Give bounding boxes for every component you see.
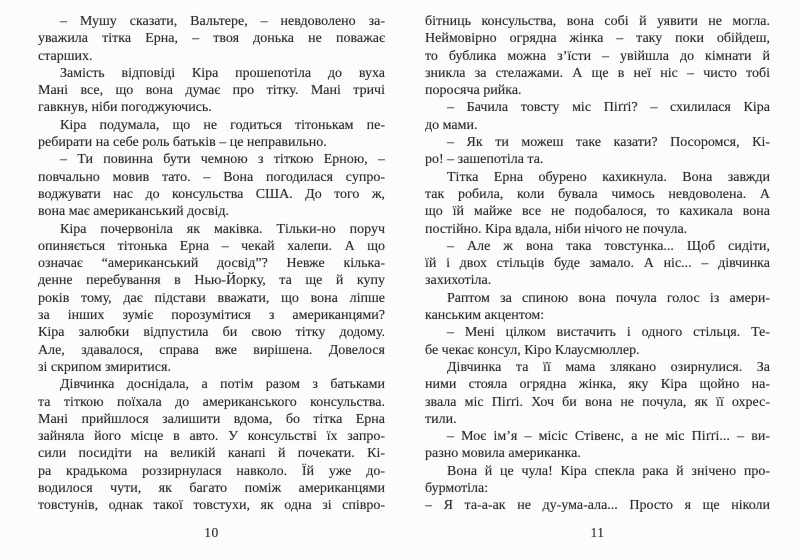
text-line: ними стояла огрядна жінка, яку Кіра щойно на- [425, 377, 770, 393]
text-line: ро! – зашепотіла та. [425, 152, 544, 168]
text-line: Кіра подумала, що не годиться тітонькам пе- [60, 117, 385, 133]
text-line: – Як ти можеш таке казати? Посоромся, Кі- [447, 135, 770, 151]
text-line: – Мушу сказати, Вальтере, – невдоволено за- [60, 14, 385, 29]
text-line: гавкнув, ніби погоджуючись. [38, 100, 212, 116]
text-line: водилося чути, як багато поміж американцями [38, 481, 385, 497]
text-line: – Я та-а-ак не ду-ума-ала... Просто я ще ніколи [425, 498, 770, 514]
text-line: захихотіла. [425, 273, 492, 289]
text-line: Замість відповіді Кіра прошепотіла до вуха [60, 65, 385, 81]
text-line: – Мені цілком вистачить і одного стільця. Те- [447, 325, 770, 341]
text-line: уважила тітка Ерна, – твоя донька не поважає [38, 31, 385, 47]
text-line: бурмотіла: [425, 481, 489, 497]
page-right [425, 13, 770, 547]
text-line: Дівчинка доснідала, а потім разом з батьками [60, 377, 385, 393]
text-line: Вона й це чула! Кіра спекла рака й знічено про- [447, 463, 770, 479]
text-line: старших. [38, 48, 93, 64]
text-line: Раптом за спиною вона почула голос із амери- [447, 290, 770, 306]
text-line: тили. [425, 411, 457, 427]
text-line: Але, здавалося, справа вже вирішена. Довелося [38, 342, 385, 358]
page-number: 11 [590, 525, 605, 540]
text-line: зайняла його місце в авто. У консульстві їх запро- [38, 429, 385, 445]
text-line: сили посидіти на великій канапі й почекати. Кі- [38, 446, 385, 462]
text-line: та тіткою поїхала до американського консульства. [38, 394, 385, 410]
text-line: повчально мовив тато. – Вона погодилася супро- [38, 169, 385, 185]
text-line: бітниць консульства, вона собі й уявити не могла. [425, 14, 770, 29]
text-line: Кіра почервоніла як маківка. Тільки-но поруч [60, 221, 385, 237]
text-line: Тітка Ерна обурено кахикнула. Вона завжди [447, 169, 770, 185]
text-line: що їй майже все не подобалося, то кахикала вона [425, 204, 770, 220]
text-line: вона має американський досвід. [38, 204, 229, 220]
page-left [38, 13, 385, 547]
text-line: так робила, коли бувала чимось невдоволена. А [425, 186, 770, 202]
text-line: Мані все, що вона думає про тітку. Мані тричі [38, 83, 385, 99]
text-line: воджувати нас до консульства США. До того ж, [38, 186, 385, 202]
text-line: то бублика можна з’їсти – увійшла до кімнати й [425, 48, 770, 64]
text-line: – Ти повинна бути чемною з тіткою Ерною, – [60, 152, 385, 168]
page-text [38, 13, 385, 515]
text-line: постійно. Кіра вдала, ніби нічого не почула. [425, 221, 688, 237]
text-line: звала міс Піґґі. Хоч би вона не почула, як її охрес- [425, 394, 770, 410]
text-line: зі скрипом змиритися. [38, 359, 171, 375]
text-line: Кіра залюбки відпустила би свою тітку додому. [38, 325, 385, 341]
text-line: поросяча рийка. [425, 83, 522, 99]
text-line: зникла за стелажами. А ще в неї ніс – чисто тобі [425, 65, 770, 81]
text-line: років тому, дає підстави вважати, що вона ліпше [38, 290, 385, 306]
text-line: – Моє ім’я – місіс Стівенс, а не міс Піґґі... – ви- [447, 429, 770, 445]
text-line: товстунів, однак такої товстухи, як одна зі співро- [38, 498, 385, 514]
text-line: – Бачила товсту міс Піґґі? – схилилася Кіра [447, 100, 770, 116]
text-line: ребирати на себе роль батьків – це неправильно. [38, 135, 327, 151]
text-line: бе чекає консул, Кіро Клаусмюллер. [425, 342, 640, 358]
text-line: – Але ж вона така товстунка... Щоб сидіти, [447, 238, 770, 254]
text-line: означає “американський досвід”? Невже кілька- [38, 256, 385, 272]
text-line: за інших зуміє порозумітися з американцями? [38, 308, 385, 324]
page-text [425, 13, 770, 515]
text-line: денне перебування в Нью-Йорку, та ще й купу [38, 273, 385, 289]
text-line: Мані прийшлося залишити вдома, бо тітка Ерна [38, 411, 385, 427]
page-number: 10 [204, 525, 219, 540]
text-line: канським акцентом: [425, 308, 545, 324]
text-line: їй і двох стільців буде замало. А ніс... – дівчинка [425, 256, 770, 272]
text-line: ра крадькома роззирнулася навколо. Їй уже до- [38, 463, 385, 479]
text-line: до мами. [425, 117, 478, 133]
text-line: разно мовила американка. [425, 446, 581, 462]
text-line: Дівчинка та її мама злякано озирнулися. За [447, 359, 770, 375]
text-line: опиняється тітонька Ерна – чекай халепи. А що [38, 238, 385, 254]
text-line: Неймовірно огрядна жінка – таку поки обійдеш, [425, 31, 770, 47]
